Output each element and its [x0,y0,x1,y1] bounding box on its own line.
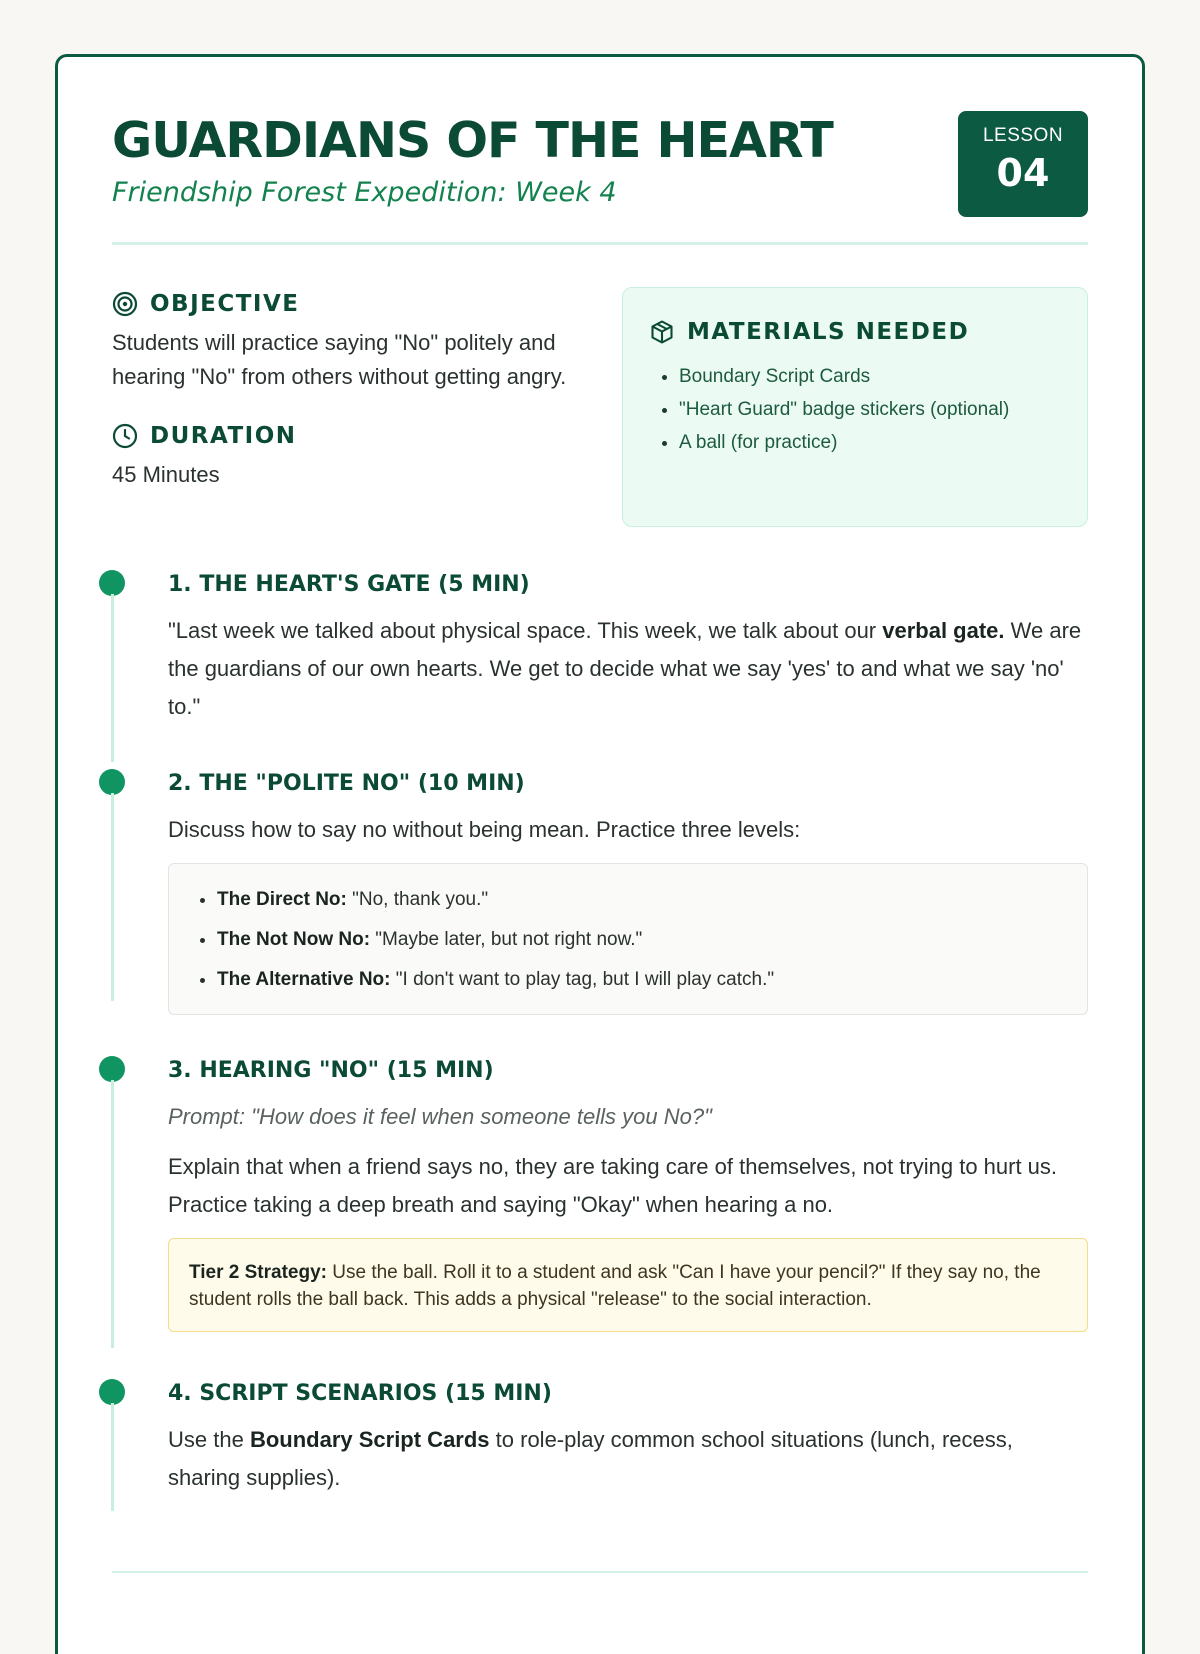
step-body: Discuss how to say no without being mean. Practice three levels: [168,817,801,842]
levels-list [189,880,1067,1000]
lesson-info [112,290,572,492]
step-body-text: We are the guardians of our own hearts. We get to decide what we say 'yes' to and what we say 'no' to." [168,618,1082,719]
timeline-step [112,769,1088,1057]
lesson-card [55,54,1145,1654]
level-item [217,880,1067,920]
timeline-dot [99,1379,125,1405]
timeline-dot [99,1056,125,1082]
step-prompt: Prompt: "How does it feel when someone tells you No?" [168,1104,712,1129]
duration-heading-label: DURATION [150,423,297,449]
clock-icon [112,423,138,449]
materials-list [649,360,1061,459]
page-subtitle: Friendship Forest Expedition: Week 4 [112,177,617,208]
level-label: The Direct No: [217,889,347,910]
materials-item: • A ball (for practice) [679,426,1061,459]
materials-item: • "Heart Guard" badge stickers (optional) [679,393,1061,426]
lesson-timeline [112,571,1088,1529]
timeline-step [112,1056,1088,1380]
level-item [217,960,1067,1000]
step-body-text: "Last week we talked about physical space. This week, we talk about our [168,618,883,643]
level-label: The Not Now No: [217,929,371,950]
timeline-line [111,1080,114,1348]
step-title: 3. HEARING "NO" (15 MIN) [168,1058,494,1083]
lesson-header [112,111,1088,241]
level-item [217,920,1067,960]
tier-text: Use the ball. Roll it to a student and ask "Can I have your pencil?" If they say no, the student rolls the ball back. This adds a physical "release" to the social interaction. [189,1262,1041,1310]
materials-heading [649,318,1061,346]
objective-heading-label: OBJECTIVE [150,291,300,317]
lesson-badge-label: LESSON [982,125,1064,146]
timeline-step [112,570,1088,770]
target-icon [112,291,138,317]
header-divider [112,242,1088,245]
levels-box [168,863,1088,1015]
timeline-line [111,793,114,1001]
materials-item: • Boundary Script Cards [679,360,1061,393]
step-body [168,612,1088,726]
materials-box [622,287,1088,527]
lesson-badge-number: 04 [996,151,1050,195]
step-title: 1. THE HEART'S GATE (5 MIN) [168,572,530,597]
lesson-badge [958,111,1088,217]
timeline-line [111,1403,114,1511]
level-text: "Maybe later, but not right now." [370,929,643,950]
objective-text: Students will practice saying "No" politely and hearing "No" from others without getting angry. [112,330,567,389]
level-text: "I don't want to play tag, but I will play catch." [390,969,775,990]
level-label: The Alternative No: [217,969,391,990]
page-title: GUARDIANS OF THE HEART [112,112,833,169]
step-title: 2. THE "POLITE NO" (10 MIN) [168,771,525,796]
package-icon [649,319,675,345]
timeline-dot [99,570,125,596]
timeline-step [112,1379,1088,1529]
step-body-emphasis: Boundary Script Cards [249,1427,490,1452]
step-body: Explain that when a friend says no, they are taking care of themselves, not trying to hurt us. Practice taking a deep breath and saying "Okay" when hearing a no. [168,1154,1058,1217]
step-body-text: Use the [168,1427,250,1452]
objective-heading [112,290,572,318]
step-body-text: to role-play common school situations (lunch, recess, sharing supplies). [168,1427,1013,1490]
tier-label: Tier 2 Strategy: [189,1262,327,1283]
step-title: 4. SCRIPT SCENARIOS (15 MIN) [168,1381,552,1406]
timeline-dot [99,769,125,795]
step-body [168,1421,1088,1497]
materials-heading-label: MATERIALS NEEDED [687,319,970,345]
duration-heading [112,422,572,450]
level-text: "No, thank you." [346,889,489,910]
duration-text: 45 Minutes [112,462,220,487]
tier-2-strategy-box [168,1238,1088,1332]
timeline-line [111,594,114,762]
footer-divider [112,1571,1088,1573]
step-body-emphasis: verbal gate. [882,618,1005,643]
